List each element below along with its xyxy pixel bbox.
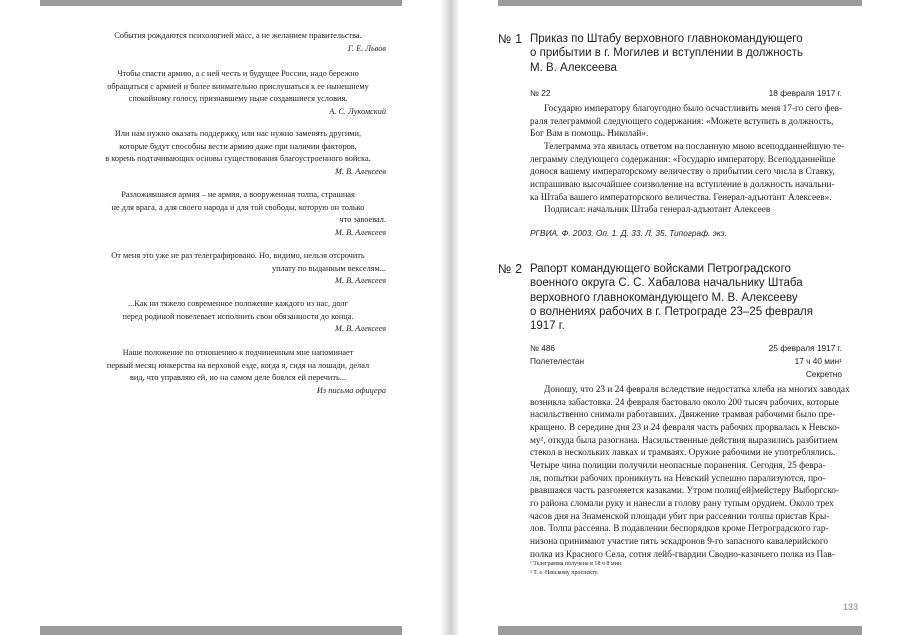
left-page: [0, 0, 440, 635]
epigraph-line: в корень подтачивающих основы существования благоустроенного войска.: [105, 154, 371, 164]
epigraph: [90, 68, 386, 118]
footnote-1: ¹ Телеграмма получена в 18 ч 8 мин.: [530, 561, 623, 567]
epigraph-author: М. В. Алексеев: [335, 166, 386, 176]
epigraph-line: ...Как ни тяжело современное положение каждого из нас, долг: [128, 299, 348, 308]
epigraph-line: Наше положение по отношению к подчиненным мне напоминает: [122, 348, 354, 357]
doc1-source: РГВИА. Ф. 2003. Оп. 1. Д. 33. Л. 35. Типограф. экз.: [530, 228, 727, 238]
body-line: го района сломали руку и нанесли в голову рану тупым орудием. Около трех: [530, 498, 834, 509]
epigraph: [90, 298, 386, 336]
doc2-title: Рапорт командующего войсками Петроградского военного округа С. С. Хабалова начальнику Штаба верховного главнокомандующего М. В. Алексееву о волнениях рабочих в г. Петрограде 23–25 февраля 1917 г.: [530, 263, 813, 333]
epigraph-line: первый месяц юнкерства на верховой езде, когда я, сидя на лошади, делал: [106, 360, 370, 370]
doc2-number: № 2: [498, 262, 523, 276]
body-line: донося вашему императорскому величеству о прибытии сего числа в Ставку,: [530, 167, 835, 178]
body-line: рвавшаяся часть разгоняется казаками. Утром полиц[ей]мейстеру Выборгско-: [530, 486, 840, 497]
body-line: низона принимают участие пять эскадронов 9-го запасного кавалерийского: [530, 536, 829, 547]
body-line: Доношу, что 23 и 24 февраля вследствие недостатка хлеба на многих заводах: [544, 385, 850, 395]
doc2-secrecy: Секретно: [805, 369, 842, 379]
right-page: [460, 0, 900, 635]
page-number: 133: [842, 602, 858, 612]
doc1-number: № 1: [498, 32, 523, 46]
epigraph-line: которые будут способны вести армию даже при наличии факторов,: [119, 141, 357, 151]
body-line: раля телеграммой следующего содержания: «Можете вступить в должность,: [530, 116, 834, 127]
body-line: возникла забастовка. 24 февраля бастовало около 200 тысяч рабочих, которые: [530, 397, 839, 408]
doc2-date: 25 февраля 1917 г.: [768, 343, 842, 353]
doc2-channel: Полетелестан: [530, 356, 585, 366]
bottom-rule: [40, 626, 402, 635]
doc2-body: [530, 384, 850, 561]
body-line: Подписал: начальник Штаба генерал-адъютант Алексеев: [544, 205, 771, 216]
body-line: испрашиваю высочайшее соизволение на вступление в должность начальни-: [530, 179, 835, 190]
epigraph-line: обращаться с армией и более внимательно прислушаться к ее нынешнему: [107, 81, 369, 91]
epigraph-line: От меня это уже не раз телеграфировано. Но, видимо, нельзя отсрочить: [111, 251, 365, 260]
body-line: Четыре чина полиции получили неопасные поранения. Сегодня, 25 февра-: [530, 460, 826, 471]
epigraph: [90, 189, 386, 239]
top-rule: [40, 0, 402, 6]
doc1-title: Приказ по Штабу верховного главнокомандующего о прибытии в г. Могилев и вступлении в должность М. В. Алексеева: [530, 33, 803, 74]
epigraph: [90, 30, 386, 55]
epigraph-line: уплату по выданным векселям...: [271, 263, 386, 273]
epigraph-author: М. В. Алексеев: [335, 276, 386, 286]
epigraph-line: спокойному голосу, признавшему ныне создавшиеся условия.: [128, 94, 348, 104]
body-line: насильственно снимали работавших. Движение трамвая рабочими было пре-: [530, 410, 836, 421]
epigraph: [90, 128, 386, 178]
epigraph-line: не для врага, а для своего народа и для той свободы, которую он только: [111, 202, 365, 212]
footnote-2: ² Т. е. Невскому проспекту.: [530, 570, 599, 576]
epigraph-line: Разложившаяся армия – не армия, а вооруженная толпа, страшная: [121, 190, 355, 199]
body-line: часов дня на Знаменской площади убит при рассеянии толпы пристав Кры-: [530, 511, 830, 522]
body-line: ка Штаба вашего императорского величества. Генерал-адъютант Алексеев».: [530, 192, 832, 203]
epigraph: [90, 347, 386, 397]
body-line: леграмму следующего содержания: «Государю императору. Всеподданнейше: [530, 154, 836, 165]
epigraph-line: Или нам нужно оказать поддержку, или нас нужно заменять другими,: [114, 129, 362, 138]
body-line: лов. Толпа рассеяна. В подавлении беспорядков кроме Петроградского гар-: [530, 524, 829, 535]
body-line: стекол в нескольких лавках и трамваях. Оружие рабочими не употреблялись.: [530, 448, 836, 459]
body-line: му², откуда была разогнана. Насильственные действия выразились разбитием: [530, 435, 838, 446]
body-line: Бог Вам в помощь. Николай».: [530, 129, 649, 140]
body-line: кращено. В середине дня 23 и 24 февраля часть рабочих прорвалась к Невско-: [530, 422, 840, 433]
body-line: полка из Красного Села, сотня лейб-гвардии Сводно-казачьего полка из Пав-: [530, 549, 835, 560]
epigraph-line: перед родиной повелевает исполнить свои обязанности до конца.: [122, 311, 354, 321]
epigraph-line: вид, что управляю ей, но на самом деле боялся ей перечить...: [130, 373, 346, 383]
top-rule: [498, 0, 862, 6]
doc1-ref: № 22: [530, 88, 551, 98]
epigraph-author: Из письма офицера: [316, 385, 386, 395]
doc1-date: 18 февраля 1917 г.: [768, 88, 842, 98]
epigraph-line: События рождаются психологией масс, а не желанием правительства.: [114, 31, 362, 40]
epigraph-line: Чтобы спасти армию, а с ней честь и будущее России, надо бережно: [117, 69, 359, 78]
doc2-ref: № 486: [530, 343, 556, 353]
epigraph-author: М. В. Алексеев: [335, 227, 386, 237]
body-line: Телеграмма эта явилась ответом на посланную мною всеподданнейшую те-: [544, 141, 845, 152]
book-gutter: [440, 0, 460, 635]
epigraph-line: что завоевал.: [339, 215, 386, 225]
epigraph: [90, 250, 386, 288]
epigraph-author: Г. Е. Львов: [347, 43, 386, 53]
body-line: ля, попытки рабочих проникнуть на Невский успешно парализуются, про-: [530, 473, 826, 484]
doc2-time: 17 ч 40 мин¹: [794, 356, 842, 366]
doc1-body: [530, 103, 844, 217]
epigraph-author: А. С. Лукомский: [329, 106, 386, 116]
bottom-rule: [498, 626, 862, 635]
epigraph-author: М. В. Алексеев: [335, 324, 386, 334]
body-line: Государю императору благоугодно было осчастливить меня 17-го сего фев-: [544, 104, 843, 114]
